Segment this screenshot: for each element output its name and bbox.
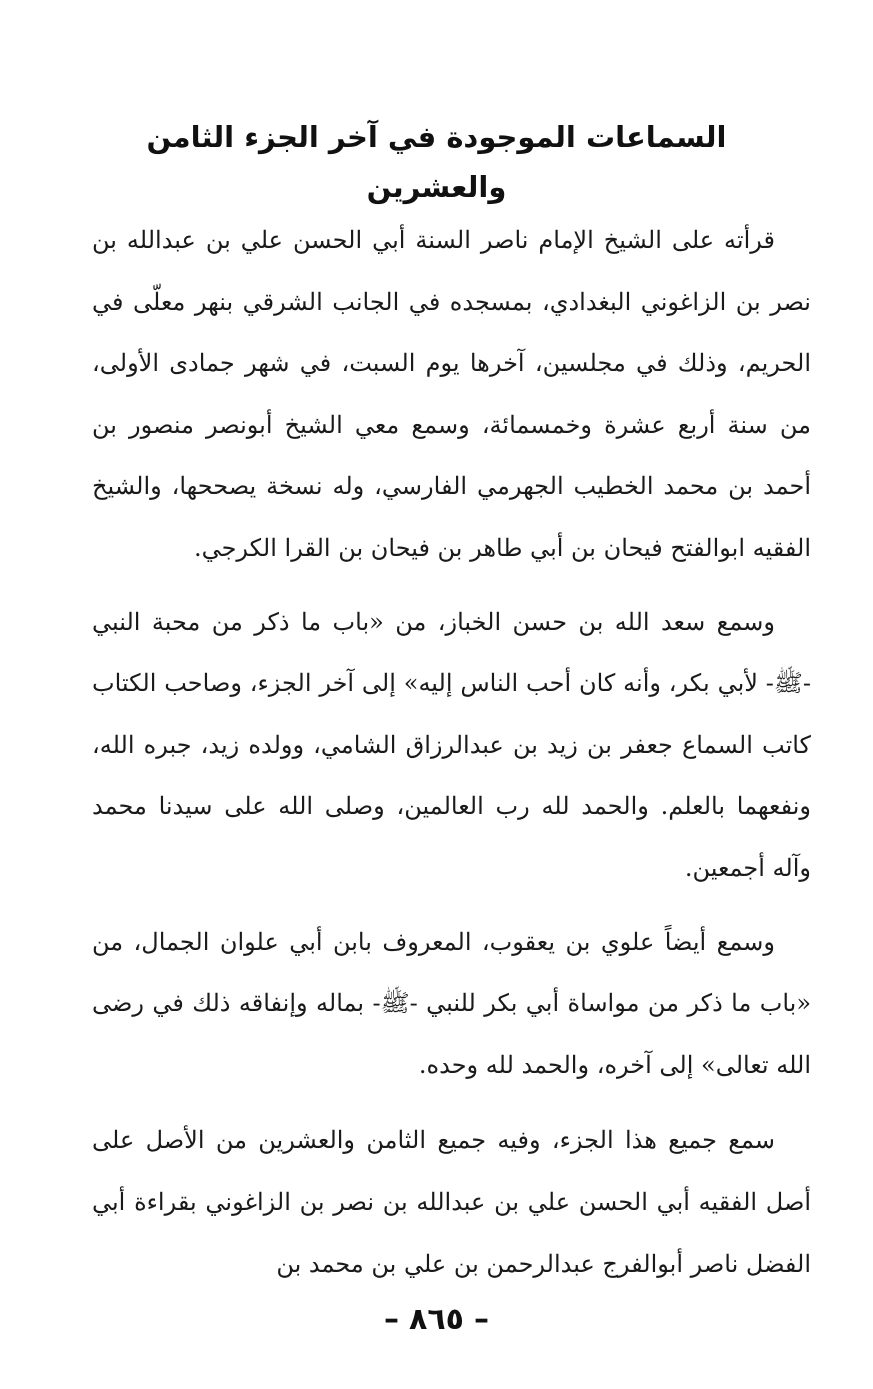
page-number: ٨٦٥: [409, 1302, 464, 1337]
paragraph: وسمع أيضاً علوي بن يعقوب، المعروف بابن أبي علوان الجمال، من «باب ما ذكر من مواساة أبي بكر للنبي -ﷺ- بماله وإنفاقه ذلك في رضى الله تعالى» إلى آخره، والحمد لله وحده.: [92, 927, 811, 1079]
page-number-dash-right: –: [384, 1302, 400, 1337]
page-number-dash-left: –: [473, 1302, 489, 1337]
page-title: السماعات الموجودة في آخر الجزء الثامن والعشرين: [146, 120, 727, 204]
paragraph: قرأته على الشيخ الإمام ناصر السنة أبي الحسن علي بن عبدالله بن نصر بن الزاغوني البغدادي، بمسجده في الجانب الشرقي بنهر معلّى في الحريم، وذلك في مجلسين، آخرها يوم السبت، في شهر جمادى الأولى، من سنة أربع عشرة وخمسمائة، وسمع معي الشيخ أبونصر منصور بن أحمد بن محمد الخطيب الجهرمي الفارسي، وله نسخة يصححها، والشيخ الفقيه ابوالفتح فيحان بن أبي طاهر بن فيحان بن القرا الكرجي.: [92, 226, 811, 562]
paragraph: سمع جميع هذا الجزء، وفيه جميع الثامن والعشرين من الأصل على أصل الفقيه أبي الحسن علي بن عبدالله بن نصر بن الزاغوني بقراءة أبي الفضل ناصر أبوالفرج عبدالرحمن بن علي بن محمد بن: [92, 1126, 811, 1278]
page-number-footer: [0, 1300, 873, 1340]
paragraph: وسمع سعد الله بن حسن الخباز، من «باب ما ذكر من محبة النبي -ﷺ- لأبي بكر، وأنه كان أحب الناس إليه» إلى آخر الجزء، وصاحب الكتاب كاتب السماع جعفر بن زيد بن عبدالرزاق الشامي، وولده زيد، جبره الله، ونفعهما بالعلم. والحمد لله رب العالمين، وصلى الله على سيدنا محمد وآله أجمعين.: [92, 607, 812, 882]
body-text: [92, 210, 811, 1307]
